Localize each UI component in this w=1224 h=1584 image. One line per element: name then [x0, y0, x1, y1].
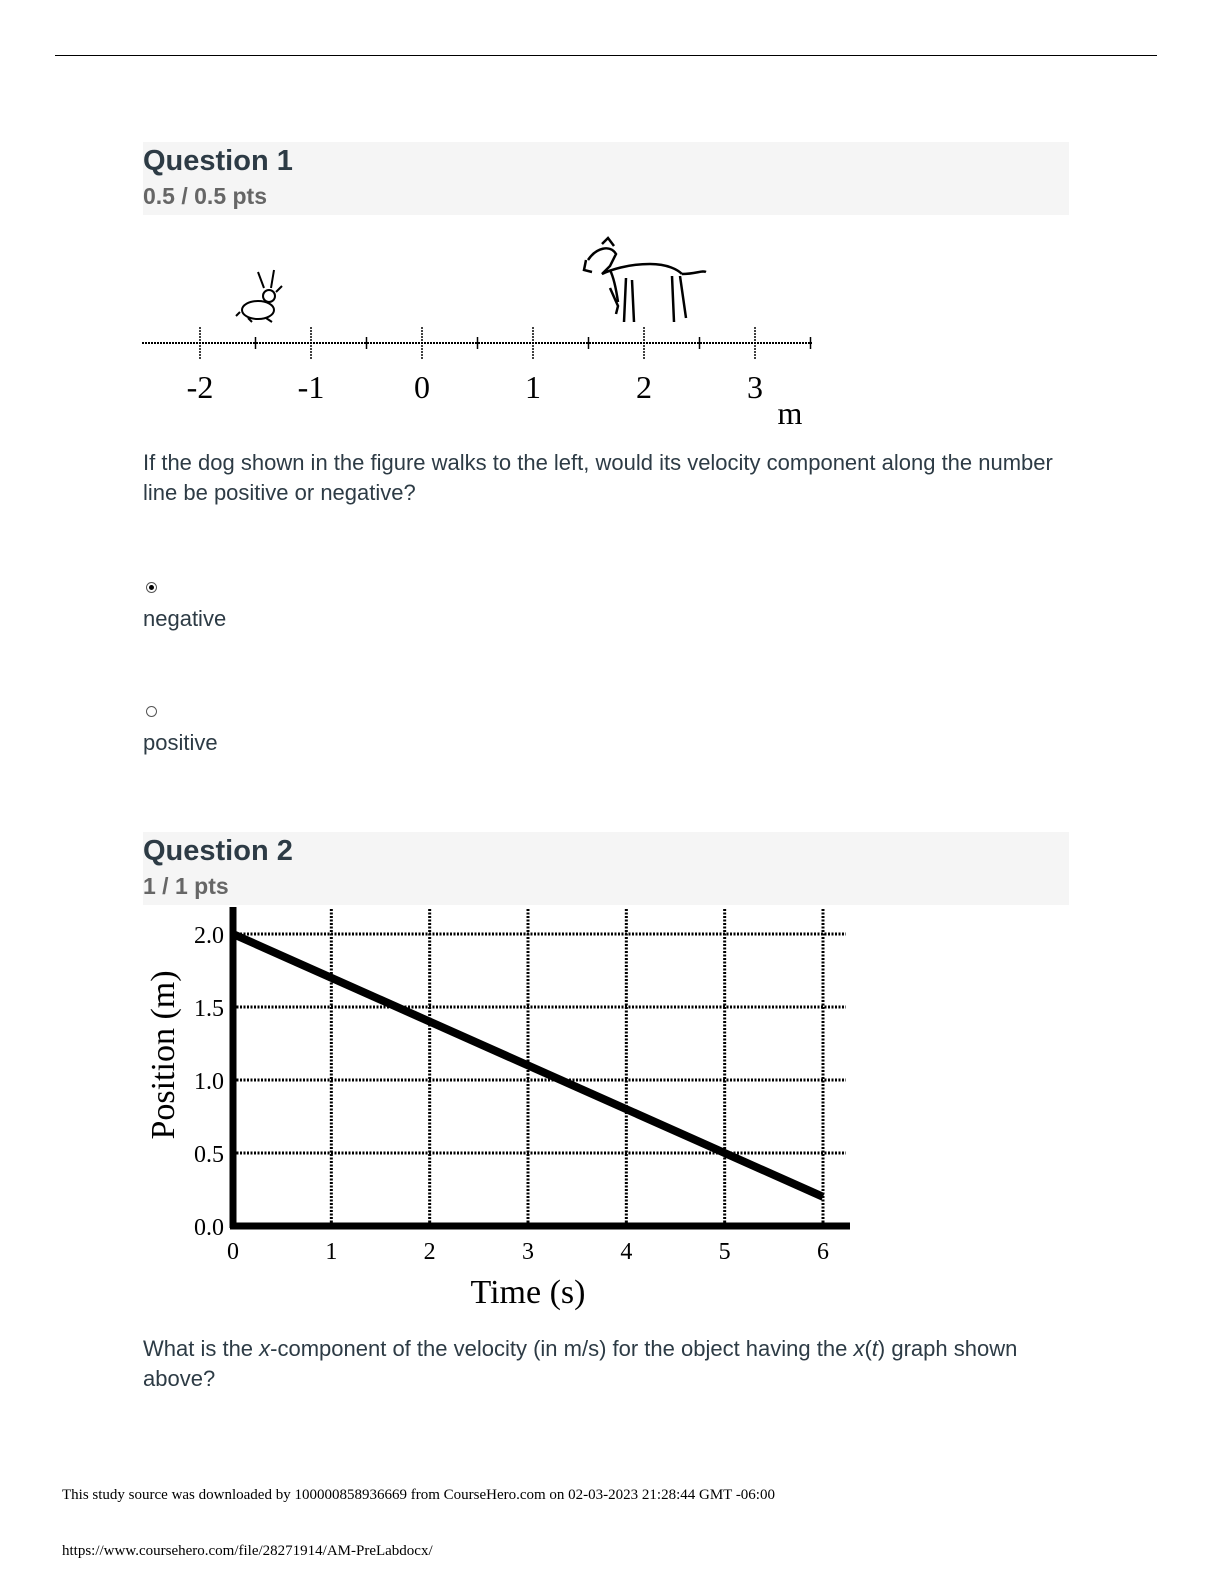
x-axis-label: Time (s) — [470, 1274, 586, 1311]
question-2-text — [143, 1334, 1063, 1394]
tick-label-1: 1 — [525, 369, 541, 405]
tick-label-0: 0 — [414, 369, 430, 405]
y-tick-label: 1.5 — [194, 996, 224, 1022]
answer-positive-label: positive — [143, 730, 218, 755]
answer-positive-radio[interactable] — [146, 706, 157, 717]
question-2-paren: ( — [864, 1336, 872, 1361]
top-divider — [55, 55, 1157, 56]
download-source-line: This study source was downloaded by 100000858936669 from CourseHero.com on 02-03-2023 21:28:44 GMT -06:00 — [62, 1487, 775, 1503]
tick-label-neg2: -2 — [186, 369, 214, 405]
x-tick-label: 2 — [423, 1239, 436, 1265]
rabbit-icon — [236, 270, 282, 322]
dog-icon — [584, 238, 706, 322]
x-tick-label: 5 — [718, 1239, 731, 1265]
question-2-header — [143, 832, 1069, 905]
y-tick-label: 0.0 — [194, 1215, 224, 1241]
position-time-chart — [140, 905, 860, 1315]
question-2-title: Question 2 — [143, 835, 293, 867]
x-tick-label: 4 — [620, 1239, 633, 1265]
tick-label-2: 2 — [636, 369, 652, 405]
unit-label: m — [777, 395, 803, 431]
question-2-t-italic: t — [871, 1336, 878, 1361]
x-tick-label: 1 — [325, 1239, 338, 1265]
tick-label-neg1: -1 — [297, 369, 325, 405]
number-line-figure — [140, 230, 830, 430]
question-2-x-italic: x — [259, 1336, 271, 1361]
x-tick-labels — [227, 1239, 829, 1265]
tick-label-3: 3 — [747, 369, 763, 405]
question-2-text-part2: -component of the velocity (in m/s) for the object having the — [270, 1336, 854, 1361]
y-tick-label: 0.5 — [194, 1142, 224, 1168]
y-tick-label: 2.0 — [194, 923, 224, 949]
question-1-header — [143, 142, 1069, 215]
question-2-text-part3: ) graph shown above? — [143, 1336, 1018, 1391]
question-2-text-part1: What is the — [143, 1336, 260, 1361]
x-tick-label: 3 — [522, 1239, 534, 1265]
answer-negative-label: negative — [143, 606, 227, 631]
answer-negative-radio[interactable] — [146, 582, 157, 593]
y-axis-label: Position (m) — [145, 970, 182, 1140]
y-tick-labels — [194, 923, 224, 1241]
question-1-title: Question 1 — [143, 145, 293, 177]
question-2-points: 1 / 1 pts — [143, 873, 229, 899]
y-tick-label: 1.0 — [194, 1069, 224, 1095]
number-line-tick-labels — [187, 369, 803, 431]
question-2-x-italic-2: x — [853, 1336, 865, 1361]
question-1-text: If the dog shown in the figure walks to the left, would its velocity component along the number line be positive or negative? — [143, 450, 1053, 505]
question-1-points: 0.5 / 0.5 pts — [143, 183, 268, 209]
source-url[interactable]: https://www.coursehero.com/file/28271914/AM-PreLabdocx/ — [62, 1543, 433, 1559]
x-tick-label: 6 — [817, 1239, 829, 1265]
x-tick-label: 0 — [227, 1239, 239, 1265]
